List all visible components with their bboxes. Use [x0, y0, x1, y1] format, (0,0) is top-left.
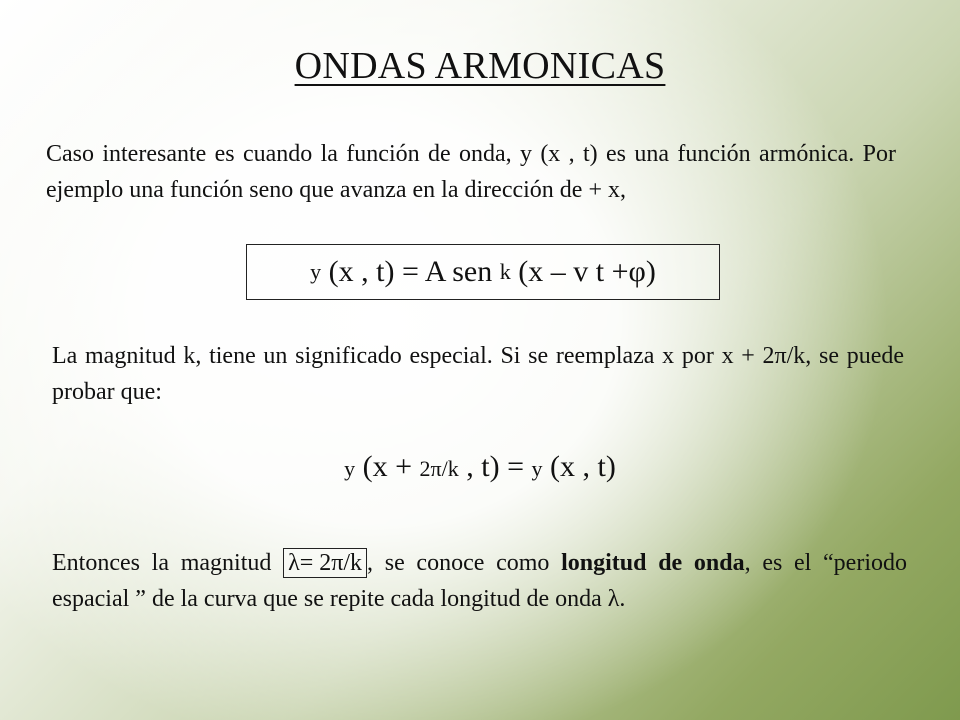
eq2-part1: (x +	[355, 450, 420, 483]
wavelength-paragraph	[52, 545, 907, 617]
intro-paragraph: Caso interesante es cuando la función de onda, y (x , t) es una función armónica. Por ejemplo una función seno que avanza en la dirección de + x,	[46, 141, 896, 203]
periodicity-equation	[0, 450, 960, 484]
lambda-definition-box: λ= 2π/k	[283, 548, 367, 578]
p3-after: , es el “periodo espacial ” de la curva que se repite cada longitud de onda λ.	[52, 550, 907, 612]
eq1-rhs: (x – v t +φ)	[510, 255, 656, 288]
wavelength-term: longitud de onda	[561, 550, 745, 576]
slide-title: ONDAS ARMONICAS	[294, 45, 666, 87]
eq1-k: k	[499, 259, 511, 284]
p3-middle: , se conoce como	[367, 550, 562, 576]
eq2-frac: 2π/k	[419, 456, 459, 481]
eq2-y2: y	[531, 456, 543, 481]
eq2-part2: , t) =	[458, 450, 532, 483]
eq2-y1: y	[344, 456, 356, 481]
p3-before: Entonces la magnitud	[52, 550, 284, 576]
eq1-y: y	[310, 259, 322, 284]
wave-equation-box	[246, 244, 720, 300]
eq1-lhs: (x , t) = A sen	[321, 255, 500, 288]
magnitude-k-paragraph: La magnitud k, tiene un significado especial. Si se reemplaza x por x + 2π/k, se puede probar que:	[52, 343, 904, 405]
eq2-part3: (x , t)	[542, 450, 616, 483]
